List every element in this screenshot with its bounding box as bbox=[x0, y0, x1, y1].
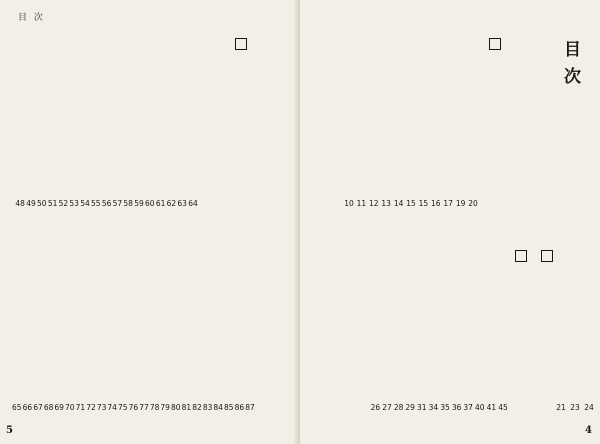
entry-title bbox=[429, 60, 443, 196]
toc-entry bbox=[572, 140, 586, 210]
entry-page-number: 65 bbox=[12, 403, 22, 412]
entry-page-number: 13 bbox=[381, 199, 391, 208]
entry-page-number: 83 bbox=[202, 403, 213, 412]
entry-page-number: 27 bbox=[382, 403, 392, 412]
entry-page-number: 10 bbox=[344, 199, 354, 208]
heading-box-icon bbox=[235, 38, 247, 50]
entry-page-number: 45 bbox=[498, 403, 508, 412]
subsection-heading bbox=[514, 250, 529, 265]
entry-page-number: 35 bbox=[440, 403, 450, 412]
entry-title bbox=[572, 140, 586, 207]
entry-page-number: 66 bbox=[22, 403, 33, 412]
running-head: 目 次 bbox=[18, 13, 45, 23]
heading-box-icon bbox=[541, 250, 553, 262]
entry-page-number: 79 bbox=[160, 403, 170, 412]
subsection-heading bbox=[488, 38, 503, 53]
entry-title bbox=[582, 262, 596, 400]
entry-title bbox=[554, 262, 568, 400]
entry-page-number: 58 bbox=[123, 199, 133, 208]
entry-page-number: 80 bbox=[171, 403, 181, 412]
entry-page-number: 28 bbox=[393, 403, 404, 412]
entry-page-number: 60 bbox=[145, 199, 155, 208]
entry-page-number: 57 bbox=[112, 199, 123, 208]
toc-entry bbox=[554, 262, 568, 412]
heading-box-icon bbox=[489, 38, 501, 50]
subsection-heading bbox=[540, 250, 555, 265]
entry-page-number: 56 bbox=[101, 199, 112, 208]
entry-page-number: 81 bbox=[181, 403, 192, 412]
entry-page-number: 37 bbox=[463, 403, 473, 412]
toc-entry bbox=[13, 88, 27, 208]
entry-title bbox=[10, 262, 24, 400]
entry-page-number: 11 bbox=[356, 199, 367, 208]
entry-page-number: 64 bbox=[188, 199, 198, 208]
entry-page-number: 55 bbox=[91, 199, 101, 208]
page-number: 4 bbox=[585, 425, 592, 436]
toc-entry bbox=[10, 262, 24, 412]
toc-entry bbox=[466, 60, 480, 208]
entry-page-number: 87 bbox=[245, 403, 255, 412]
entry-page-number: 14 bbox=[393, 199, 404, 208]
entry-page-number: 63 bbox=[177, 199, 187, 208]
entry-page-number: 15 bbox=[406, 199, 416, 208]
entry-page-number: 78 bbox=[149, 403, 160, 412]
entry-page-number: 68 bbox=[43, 403, 54, 412]
section-heading bbox=[234, 38, 249, 53]
entry-page-number: 15 bbox=[418, 199, 429, 208]
entry-page-number: 77 bbox=[139, 403, 149, 412]
entry-page-number: 29 bbox=[405, 403, 415, 412]
entry-page-number: 23 bbox=[570, 403, 580, 412]
toc-entry bbox=[379, 60, 393, 208]
entry-page-number: 36 bbox=[451, 403, 462, 412]
entry-title bbox=[354, 60, 368, 196]
entry-title bbox=[558, 140, 572, 207]
toc-entry bbox=[582, 262, 596, 412]
entry-title bbox=[454, 60, 468, 196]
toc-entry bbox=[454, 60, 468, 208]
entry-page-number: 49 bbox=[26, 199, 36, 208]
entry-page-number: 59 bbox=[134, 199, 144, 208]
entry-page-number: 73 bbox=[96, 403, 107, 412]
entry-page-number: 85 bbox=[224, 403, 234, 412]
entry-title bbox=[466, 60, 480, 196]
entry-title bbox=[379, 60, 393, 196]
entry-page-number: 20 bbox=[468, 199, 478, 208]
entry-page-number: 34 bbox=[428, 403, 439, 412]
entry-title bbox=[342, 60, 356, 196]
entry-page-number: 54 bbox=[80, 199, 90, 208]
toc-entry bbox=[342, 60, 356, 208]
entry-page-number: 52 bbox=[58, 199, 69, 208]
entry-page-number: 69 bbox=[54, 403, 64, 412]
toc-entry bbox=[354, 60, 368, 208]
entry-title bbox=[13, 88, 27, 196]
toc-entry bbox=[558, 140, 572, 210]
right-page bbox=[300, 0, 600, 444]
toc-entry bbox=[367, 60, 381, 208]
entry-page-number: 74 bbox=[107, 403, 117, 412]
entry-title bbox=[441, 60, 455, 196]
entry-page-number: 72 bbox=[86, 403, 96, 412]
entry-page-number: 16 bbox=[431, 199, 441, 208]
entry-page-number: 41 bbox=[486, 403, 497, 412]
toc-entry bbox=[429, 60, 443, 208]
entry-page-number: 70 bbox=[65, 403, 75, 412]
toc-entry bbox=[368, 262, 382, 412]
entry-page-number: 50 bbox=[37, 199, 47, 208]
entry-page-number: 48 bbox=[15, 199, 25, 208]
entry-page-number: 21 bbox=[556, 403, 566, 412]
entry-title bbox=[416, 60, 430, 196]
toc-entry bbox=[416, 60, 430, 208]
heading-box-icon bbox=[515, 250, 527, 262]
entry-page-number: 26 bbox=[370, 403, 381, 412]
entry-page-number: 17 bbox=[443, 199, 453, 208]
entry-page-number: 12 bbox=[369, 199, 379, 208]
entry-page-number: 67 bbox=[33, 403, 43, 412]
entry-page-number: 53 bbox=[69, 199, 79, 208]
entry-page-number: 24 bbox=[584, 403, 594, 412]
entry-page-number: 61 bbox=[155, 199, 166, 208]
entry-page-number: 71 bbox=[75, 403, 86, 412]
entry-page-number: 62 bbox=[166, 199, 177, 208]
entry-page-number: 86 bbox=[234, 403, 245, 412]
entry-title bbox=[367, 60, 381, 196]
entry-page-number: 84 bbox=[213, 403, 223, 412]
toc-title: 目次 bbox=[560, 40, 580, 94]
entry-title bbox=[404, 60, 418, 196]
entry-title bbox=[368, 262, 382, 400]
entry-title bbox=[392, 60, 406, 196]
entry-page-number: 19 bbox=[455, 199, 466, 208]
toc-entry bbox=[404, 60, 418, 208]
toc-entry bbox=[568, 262, 582, 412]
entry-page-number: 76 bbox=[128, 403, 139, 412]
toc-entry bbox=[392, 60, 406, 208]
entry-title bbox=[568, 262, 582, 400]
entry-page-number: 31 bbox=[417, 403, 427, 412]
page-number: 5 bbox=[6, 425, 13, 436]
entry-page-number: 82 bbox=[192, 403, 202, 412]
toc-entry bbox=[441, 60, 455, 208]
entry-page-number: 51 bbox=[47, 199, 58, 208]
entry-page-number: 40 bbox=[475, 403, 485, 412]
entry-page-number: 75 bbox=[118, 403, 128, 412]
